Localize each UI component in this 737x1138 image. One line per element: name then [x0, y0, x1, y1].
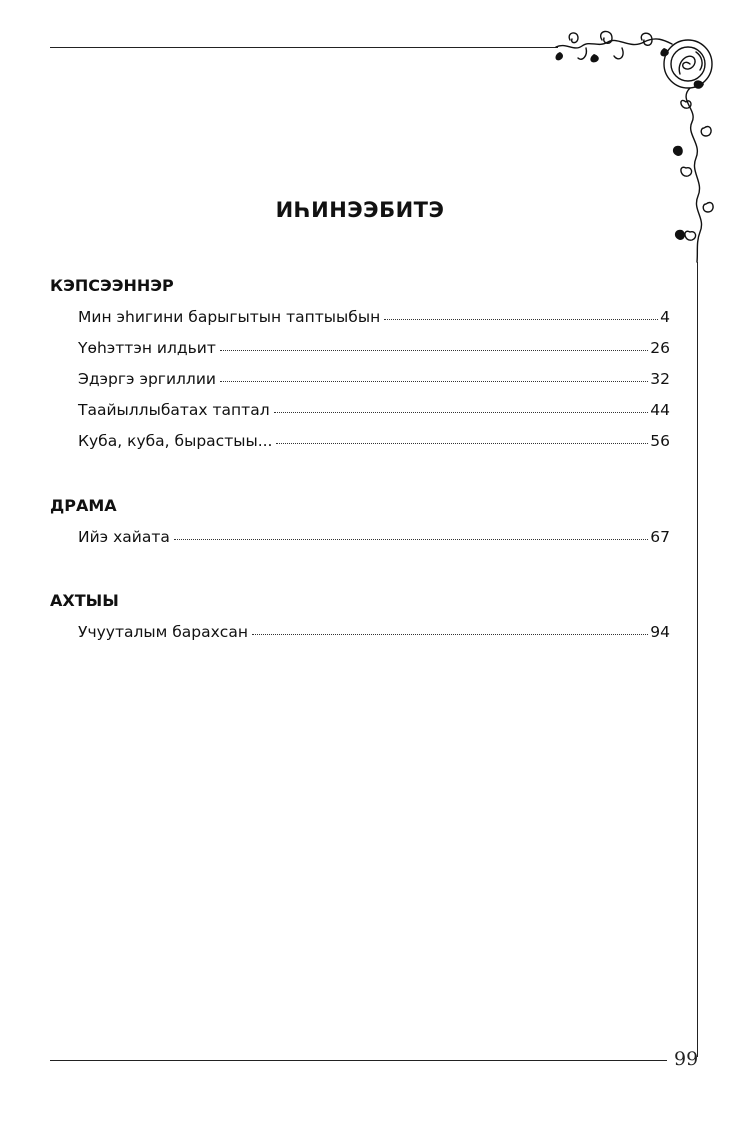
entry-title: Ийэ хайата: [78, 528, 170, 546]
toc-section: [50, 277, 670, 462]
dot-leader: [252, 634, 648, 635]
entry-page: 26: [650, 339, 670, 357]
entry-title: Мин эһигини барыгытын таптыыбын: [78, 308, 381, 326]
page-number: 99: [674, 1048, 699, 1070]
toc-entry[interactable]: [78, 307, 670, 338]
entry-page: 32: [650, 370, 670, 388]
entry-title: Эдэргэ эргиллии: [78, 370, 216, 388]
toc-entry[interactable]: [78, 369, 670, 400]
floral-corner-ornament-icon: [552, 18, 732, 268]
dot-leader: [274, 412, 649, 413]
dot-leader: [220, 381, 648, 382]
section-heading: ДРАМА: [50, 496, 117, 515]
entry-title: Үөһэттэн илдьит: [78, 339, 216, 357]
bottom-border-rule: [50, 1060, 667, 1061]
right-border-rule: [697, 262, 698, 1057]
dot-leader: [174, 539, 648, 540]
entry-page: 67: [650, 528, 670, 546]
entry-title: Куба, куба, бырастыы...: [78, 432, 273, 450]
entry-page: 44: [650, 401, 670, 419]
dot-leader: [384, 319, 658, 320]
toc-section: [50, 592, 670, 653]
toc-entry[interactable]: [78, 431, 670, 462]
section-heading: АХТЫЫ: [50, 591, 119, 610]
top-border-rule: [50, 47, 558, 48]
page-title: ИҺИНЭЭБИТЭ: [275, 198, 445, 222]
toc-section: [50, 497, 670, 558]
toc-entry[interactable]: [78, 400, 670, 431]
toc-entry[interactable]: [78, 622, 670, 653]
toc-entry[interactable]: [78, 527, 670, 558]
toc-entry[interactable]: [78, 338, 670, 369]
entry-page: 4: [660, 308, 670, 326]
section-heading: КЭПСЭЭННЭР: [50, 276, 174, 295]
entry-page: 56: [650, 432, 670, 450]
dot-leader: [220, 350, 648, 351]
entry-title: Таайыллыбатах таптал: [78, 401, 270, 419]
entry-page: 94: [650, 623, 670, 641]
dot-leader: [276, 443, 648, 444]
entry-title: Учууталым барахсан: [78, 623, 248, 641]
